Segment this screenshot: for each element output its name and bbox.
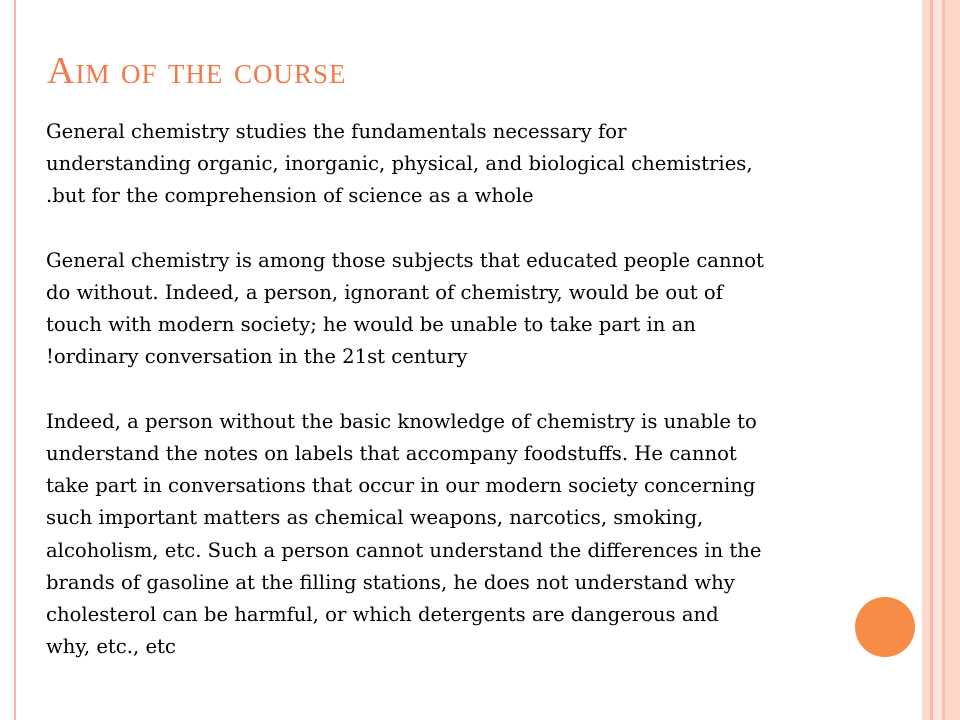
paragraph-examples: Indeed, a person without the basic knowledge of chemistry is unable to understand the notes on labels that accompany foodstuffs. He cannot take part in conversations that occur in our modern society concerning such important matters as chemical weapons, narcotics, smoking, alcoholism, etc. Such a person cannot understand the differences in the brands of gasoline at the filling stations, he does not understand why cholesterol can be harmful, or which detergents are dangerous and why, etc., etc (46, 409, 762, 659)
paragraph-gap (46, 374, 924, 406)
right-decorative-stripes (922, 0, 960, 720)
paragraph-intro: General chemistry studies the fundamentals necessary for understanding organic, inorganic, physical, and biological chemistries, .but for the comprehension of science as a whole (46, 120, 753, 208)
orange-circle-decoration (855, 597, 915, 657)
paragraph-gap (46, 213, 924, 245)
slide-title: Aim of the course (47, 50, 347, 92)
stripe (933, 0, 942, 720)
left-border-line (14, 0, 16, 720)
paragraph-importance: General chemistry is among those subjects that educated people cannot do without. Indeed, a person, ignorant of chemistry, would be out of touch with modern society; he would be unable to take part in an !ordinary conversation in the 21st century (46, 248, 764, 369)
stripe (945, 0, 960, 720)
slide-body (46, 116, 924, 663)
